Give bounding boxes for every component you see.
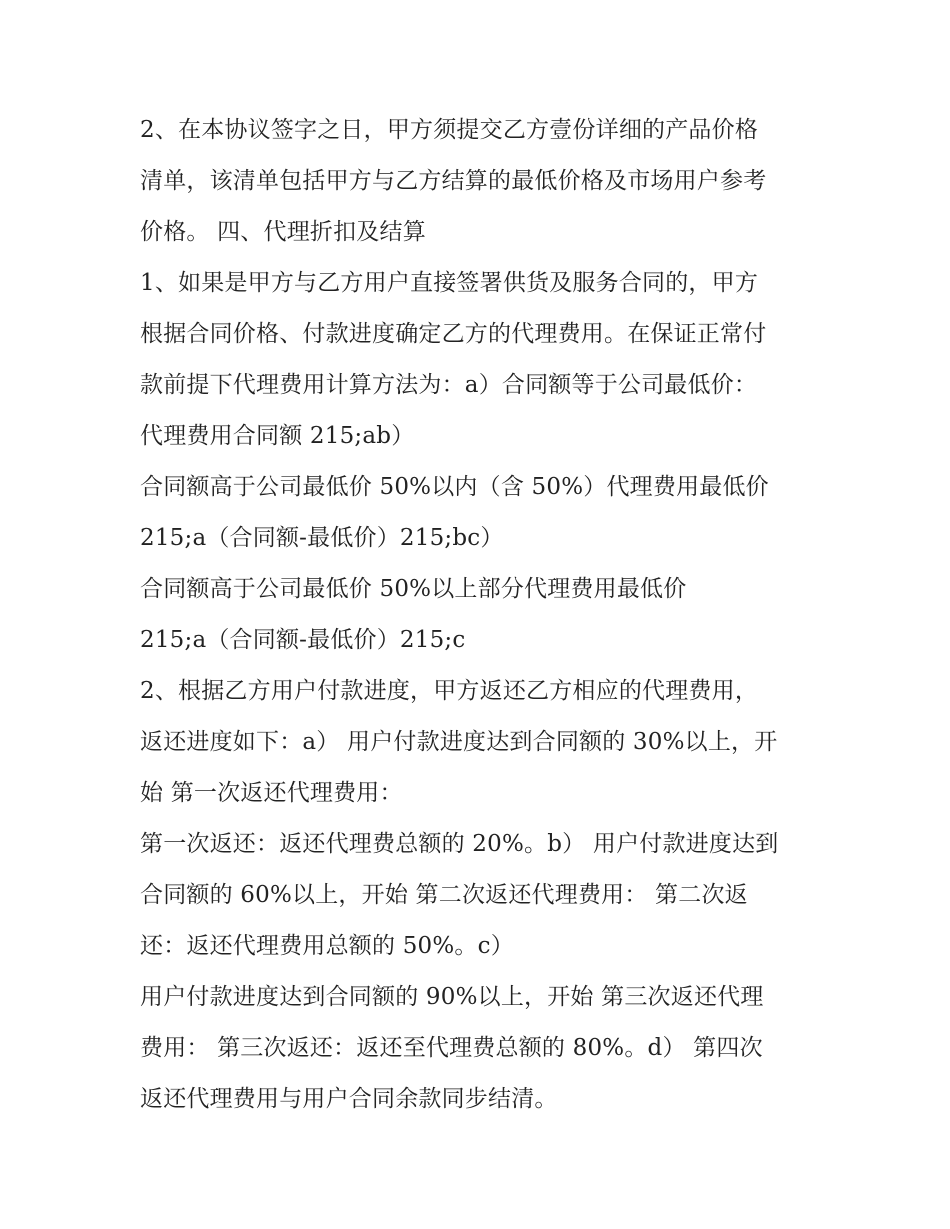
text-line: 215;a（合同额-最低价）215;c (140, 627, 466, 653)
text-line: 返还代理费用与用户合同余款同步结清。 (140, 1086, 558, 1112)
text-line: 返还进度如下：a） 用户付款进度达到合同额的 30%以上，开 (140, 729, 778, 755)
text-line: 始 第一次返还代理费用： (140, 780, 403, 806)
text-line: 合同额的 60%以上，开始 第二次返还代理费用： 第二次返 (140, 882, 748, 908)
text-line: 款前提下代理费用计算方法为：a）合同额等于公司最低价： (140, 372, 758, 398)
text-line: 合同额高于公司最低价 50%以上部分代理费用最低价 (140, 576, 687, 602)
text-line: 费用： 第三次返还：返还至代理费总额的 80%。d） 第四次 (140, 1035, 763, 1061)
document-body (140, 105, 830, 1125)
text-line: 代理费用合同额 215;ab） (140, 423, 415, 449)
text-line: 价格。 四、代理折扣及结算 (140, 219, 426, 245)
text-line: 合同额高于公司最低价 50%以内（含 50%）代理费用最低价 (140, 474, 769, 500)
text-line: 清单，该清单包括甲方与乙方结算的最低价格及市场用户参考 (140, 168, 767, 194)
text-line: 215;a（合同额-最低价）215;bc） (140, 525, 504, 551)
text-line: 2、根据乙方用户付款进度，甲方返还乙方相应的代理费用， (140, 678, 759, 704)
text-line: 根据合同价格、付款进度确定乙方的代理费用。在保证正常付 (140, 321, 767, 347)
text-line: 2、在本协议签字之日，甲方须提交乙方壹份详细的产品价格 (140, 117, 759, 143)
text-line: 还：返还代理费用总额的 50%。c） (140, 933, 514, 959)
text-line: 用户付款进度达到合同额的 90%以上，开始 第三次返还代理 (140, 984, 764, 1010)
text-line: 第一次返还：返还代理费总额的 20%。b） 用户付款进度达到 (140, 831, 779, 857)
text-line: 1、如果是甲方与乙方用户直接签署供货及服务合同的，甲方 (140, 270, 759, 296)
